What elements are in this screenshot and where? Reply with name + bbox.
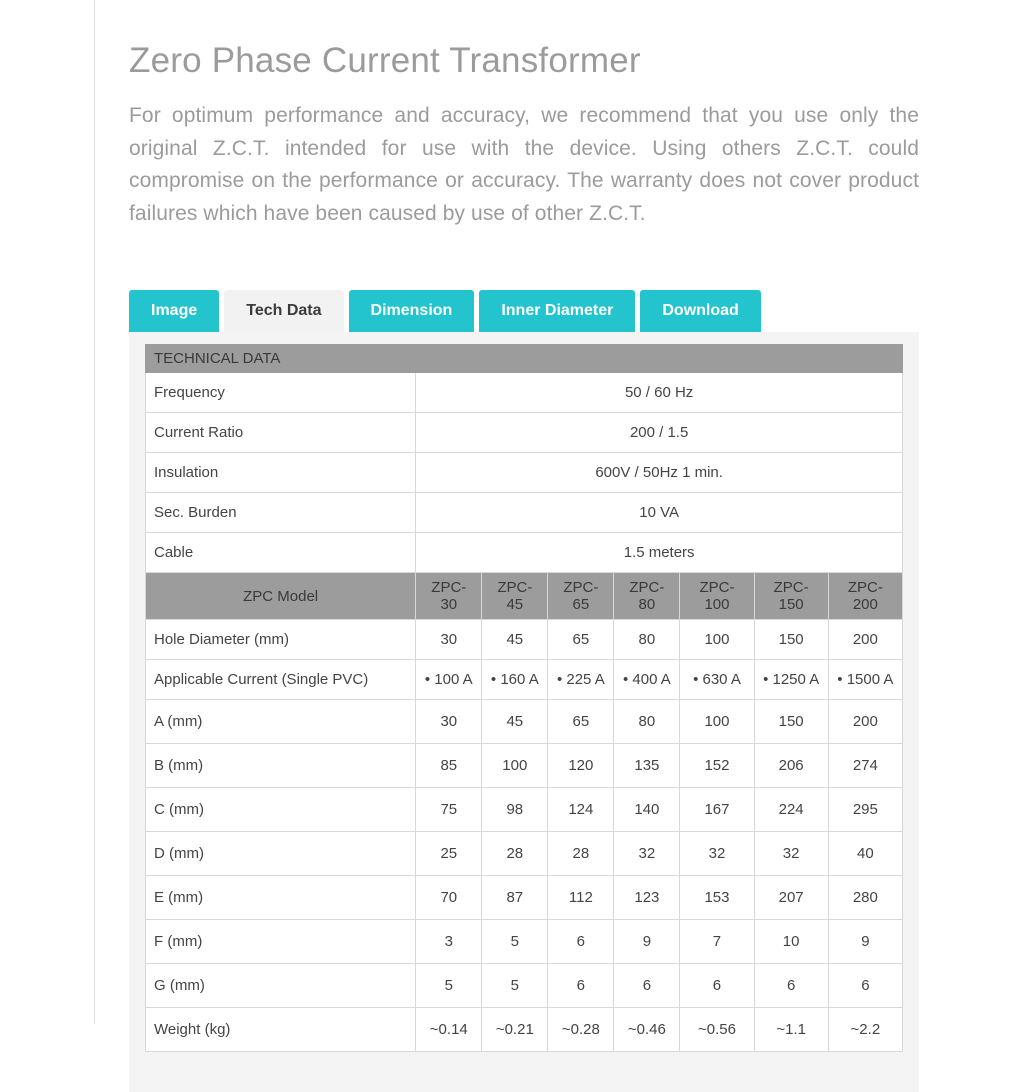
row-label: Current Ratio <box>146 413 416 453</box>
table-cell: ~0.21 <box>482 1008 548 1052</box>
table-cell: 6 <box>548 920 614 964</box>
table-cell: • 1250 A <box>754 660 828 700</box>
table-cell: 120 <box>548 744 614 788</box>
table-cell: 85 <box>416 744 482 788</box>
table-cell: 87 <box>482 876 548 920</box>
intro-paragraph: For optimum performance and accuracy, we recommend that you use only the original Z.C.T. intended for use with the device. Using others Z.C.T. could compromise on the performance or accuracy. The warranty does not cover product failures which have been caused by use of other Z.C.T. <box>129 104 919 225</box>
table-row <box>146 453 903 493</box>
tech-data-panel <box>129 332 919 1092</box>
row-value: 1.5 meters <box>416 533 903 573</box>
table-cell: 5 <box>482 920 548 964</box>
tab-tech-data[interactable]: Tech Data <box>224 290 343 332</box>
table-row <box>146 1008 903 1052</box>
tab-dimension[interactable]: Dimension <box>349 290 475 332</box>
model-column-header: ZPC-80 <box>614 573 680 620</box>
table-row <box>146 788 903 832</box>
table-row <box>146 964 903 1008</box>
table-cell: 5 <box>482 964 548 1008</box>
table-cell: 167 <box>680 788 754 832</box>
left-margin-rule <box>94 0 95 1024</box>
table-cell: 153 <box>680 876 754 920</box>
tab-download[interactable]: Download <box>640 290 760 332</box>
row-value: 200 / 1.5 <box>416 413 903 453</box>
table-cell: ~0.46 <box>614 1008 680 1052</box>
model-header-row <box>146 573 903 620</box>
table-cell: ~0.28 <box>548 1008 614 1052</box>
table-cell: 206 <box>754 744 828 788</box>
table-cell: 150 <box>754 620 828 660</box>
table-cell: • 1500 A <box>828 660 902 700</box>
table-cell: 135 <box>614 744 680 788</box>
table-row <box>146 876 903 920</box>
tab-inner-diameter[interactable]: Inner Diameter <box>479 290 635 332</box>
table-cell: 9 <box>614 920 680 964</box>
model-column-header: ZPC-200 <box>828 573 902 620</box>
table-cell: 224 <box>754 788 828 832</box>
table-cell: 123 <box>614 876 680 920</box>
row-label: Frequency <box>146 373 416 413</box>
table-cell: 98 <box>482 788 548 832</box>
row-label: B (mm) <box>146 744 416 788</box>
table-cell: 5 <box>416 964 482 1008</box>
model-column-header: ZPC-100 <box>680 573 754 620</box>
table-cell: 207 <box>754 876 828 920</box>
table-row <box>146 533 903 573</box>
table-cell: 65 <box>548 700 614 744</box>
table-cell: 32 <box>614 832 680 876</box>
table-row <box>146 700 903 744</box>
page-title: Zero Phase Current Transformer <box>129 41 641 80</box>
table-cell: 6 <box>828 964 902 1008</box>
tab-image[interactable]: Image <box>129 290 219 332</box>
row-label: E (mm) <box>146 876 416 920</box>
table-cell: 100 <box>482 744 548 788</box>
model-column-header: ZPC-45 <box>482 573 548 620</box>
row-label: Insulation <box>146 453 416 493</box>
model-column-header: ZPC-30 <box>416 573 482 620</box>
table-cell: 75 <box>416 788 482 832</box>
table-cell: 32 <box>754 832 828 876</box>
model-column-header: ZPC-65 <box>548 573 614 620</box>
table-cell: 25 <box>416 832 482 876</box>
table-cell: 152 <box>680 744 754 788</box>
table-cell: 6 <box>754 964 828 1008</box>
table-row <box>146 920 903 964</box>
row-label: Weight (kg) <box>146 1008 416 1052</box>
table-cell: 124 <box>548 788 614 832</box>
table-row <box>146 832 903 876</box>
table-cell: • 100 A <box>416 660 482 700</box>
row-label: Cable <box>146 533 416 573</box>
technical-data-table <box>145 344 903 1052</box>
row-label: A (mm) <box>146 700 416 744</box>
table-row <box>146 413 903 453</box>
row-label: Hole Diameter (mm) <box>146 620 416 660</box>
table-cell: 9 <box>828 920 902 964</box>
table-cell: 40 <box>828 832 902 876</box>
model-column-header: ZPC-150 <box>754 573 828 620</box>
table-cell: 295 <box>828 788 902 832</box>
table-cell: 200 <box>828 620 902 660</box>
table-cell: 7 <box>680 920 754 964</box>
table-cell: 3 <box>416 920 482 964</box>
table-cell: 274 <box>828 744 902 788</box>
row-value: 10 VA <box>416 493 903 533</box>
table-cell: • 400 A <box>614 660 680 700</box>
table-cell: ~1.1 <box>754 1008 828 1052</box>
table-cell: 65 <box>548 620 614 660</box>
row-label: Applicable Current (Single PVC) <box>146 660 416 700</box>
content-column <box>129 0 919 1092</box>
table-cell: • 225 A <box>548 660 614 700</box>
table-row <box>146 744 903 788</box>
table-cell: 45 <box>482 620 548 660</box>
table-cell: 100 <box>680 700 754 744</box>
table-cell: • 160 A <box>482 660 548 700</box>
table-cell: 28 <box>548 832 614 876</box>
table-cell: 70 <box>416 876 482 920</box>
table-cell: 30 <box>416 700 482 744</box>
table-cell: 280 <box>828 876 902 920</box>
table-cell: 6 <box>614 964 680 1008</box>
table-cell: 112 <box>548 876 614 920</box>
table-cell: ~0.14 <box>416 1008 482 1052</box>
table-cell: 6 <box>680 964 754 1008</box>
row-label: Sec. Burden <box>146 493 416 533</box>
row-label: F (mm) <box>146 920 416 964</box>
table-cell: • 630 A <box>680 660 754 700</box>
row-label: C (mm) <box>146 788 416 832</box>
table-cell: 45 <box>482 700 548 744</box>
table-cell: 32 <box>680 832 754 876</box>
model-header-label: ZPC Model <box>146 573 416 620</box>
table-cell: 200 <box>828 700 902 744</box>
tab-bar <box>129 286 919 332</box>
table-cell: 6 <box>548 964 614 1008</box>
table-cell: 10 <box>754 920 828 964</box>
table-row <box>146 620 903 660</box>
table-cell: 80 <box>614 700 680 744</box>
table-section-header-row <box>146 345 903 373</box>
row-value: 600V / 50Hz 1 min. <box>416 453 903 493</box>
table-cell: 140 <box>614 788 680 832</box>
row-label: D (mm) <box>146 832 416 876</box>
table-cell: 80 <box>614 620 680 660</box>
table-row <box>146 493 903 533</box>
table-cell: 100 <box>680 620 754 660</box>
table-cell: 150 <box>754 700 828 744</box>
table-row <box>146 373 903 413</box>
section-title: TECHNICAL DATA <box>146 345 903 373</box>
row-value: 50 / 60 Hz <box>416 373 903 413</box>
table-cell: 28 <box>482 832 548 876</box>
table-cell: ~0.56 <box>680 1008 754 1052</box>
row-label: G (mm) <box>146 964 416 1008</box>
table-cell: ~2.2 <box>828 1008 902 1052</box>
table-row <box>146 660 903 700</box>
table-cell: 30 <box>416 620 482 660</box>
